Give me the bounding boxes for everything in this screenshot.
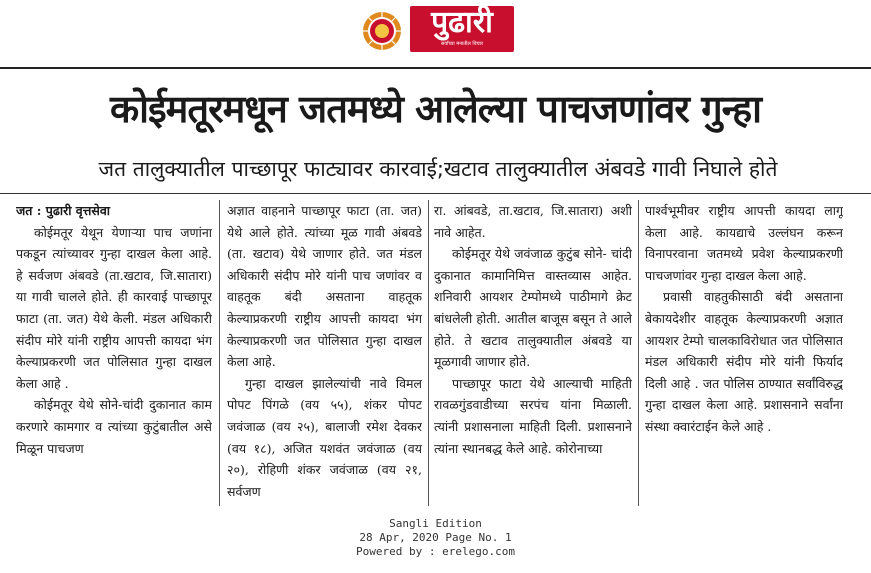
page-footer [0,517,871,559]
article-subheadline: जत तालुक्यातील पाच्छापूर फाट्यावर कारवाई;खटाव तालुक्यातील अंबवडे गावी निघाले होते [98,157,778,181]
article-paragraph: कोईमतूर येथून येणाऱ्या पाच जणांना पकडून त्यांच्यावर गुन्हा दाखल केला आहे. हे सर्वजण अंबवडे (ता.खटाव, जि.सातारा) या गावी चालले होते. ही कारवाई पाच्छापूर फाटा (ता. जत) येथे केली. मंडल अधिकारी संदीप मोरे यांनी राष्ट्रीय आपत्ती कायदा भंग केल्याप्रकरणी जत पोलिसात गुन्हा दाखल केला आहे . [16,224,212,391]
edition-label: Sangli Edition [389,517,482,530]
brand-logo [410,6,514,52]
article-column-1 [16,200,212,506]
masthead [0,0,871,62]
article-paragraph: रा. आंबवडे, ता.खटाव, जि.सातारा) अशी नावे आहेत. [434,203,632,240]
article-byline: जत : पुढारी वृत्तसेवा [16,203,111,218]
article-headline: कोईमतूरमधून जतमध्ये आलेल्या पाचजणांवर गुन्हा [110,87,761,131]
masthead-rule [0,67,871,69]
column-divider [428,200,429,506]
section-rule [0,193,871,194]
article-paragraph: प्रवासी वाहतुकीसाठी बंदी असताना बेकायदेशीर वाहतूक केल्याप्रकरणी अज्ञात आयशर टेम्पो चालकाविरोधात जत पोलिसात मंडल अधिकारी संदीप मोरे यांनी फिर्याद दिली आहे . जत पोलिस ठाण्यात सर्वांविरुद्ध गुन्हा दाखल केला आहे. प्रशासनाने सर्वांना संस्था क्वारंटाईन केले आहे . [645,289,843,434]
article-paragraph: अज्ञात वाहनाने पाच्छापूर फाटा (ता. जत) येथे आले होते. त्यांच्या मूळ गावी अंबवडे (ता. खटाव) येथे जाणार होते. जत मंडल अधिकारी संदीप मोरे यांनी पाच जणांवर व वाहतूक बंदी असताना वाहतूक केल्याप्रकरणी राष्ट्रीय आपत्ती कायदा भंग केल्याप्रकरणी जत पोलिसात गुन्हा दाखल केला आहे. [227,203,422,370]
article-column-2 [227,200,422,506]
article-column-4 [645,200,843,506]
article-paragraph: पार्श्वभूमीवर राष्ट्रीय आपत्ती कायदा लागू केला आहे. कायद्याचे उल्लंघन करून विनापरवाना जतमध्ये प्रवेश केल्याप्रकरणी पाचजणांवर गुन्हा दाखल केला आहे. [645,203,843,283]
article-paragraph: गुन्हा दाखल झालेल्यांची नावे विमल पोपट पिंगळे (वय ५५), शंकर पोपट जवंजाळ (वय २५), बालाजी रमेश देवकर (वय १८), अजित यशवंत जवंजाळ (वय २०), रोहिणी शंकर जवंजाळ (वय २१, सर्वजण [227,375,422,499]
brand-tagline: सर्वांच्या मनातील विचार [441,41,483,47]
article-column-3 [434,200,632,506]
date-page-label: 28 Apr, 2020 Page No. 1 [359,531,512,544]
sun-seal-icon [361,10,403,52]
brand-name: पुढारी [431,5,493,40]
article-paragraph: कोईमतूर येथे जवंजाळ कुटुंब सोने- चांदी दुकानात कामानिमित्त वास्तव्यास आहेत. शनिवारी आयशर टेम्पोमध्ये पाठीमागे क्रेट बांधलेली होती. आतील बाजूस बसून ते आले होते. ते खटाव तालुक्यातील अंबवडे या मूळगावी जाणार होते. [434,246,632,370]
article-paragraph: कोईमतूर येथे सोने-चांदी दुकानात काम करणारे कामगार व त्यांच्या कुटुंबातील असे मिळून पाचजण [16,397,212,456]
article-paragraph: पाच्छापूर फाटा येथे आल्याची माहिती रावळगुंडवाडीच्या सरपंच यांना मिळाली. त्यांनी प्रशासनाला माहिती दिली. प्रशासनाने त्यांना स्थानबद्ध केले आहे. कोरोनाच्या [434,375,632,456]
column-divider [219,200,220,506]
column-divider [638,200,639,506]
powered-by-link[interactable]: Powered by : erelego.com [356,545,515,558]
